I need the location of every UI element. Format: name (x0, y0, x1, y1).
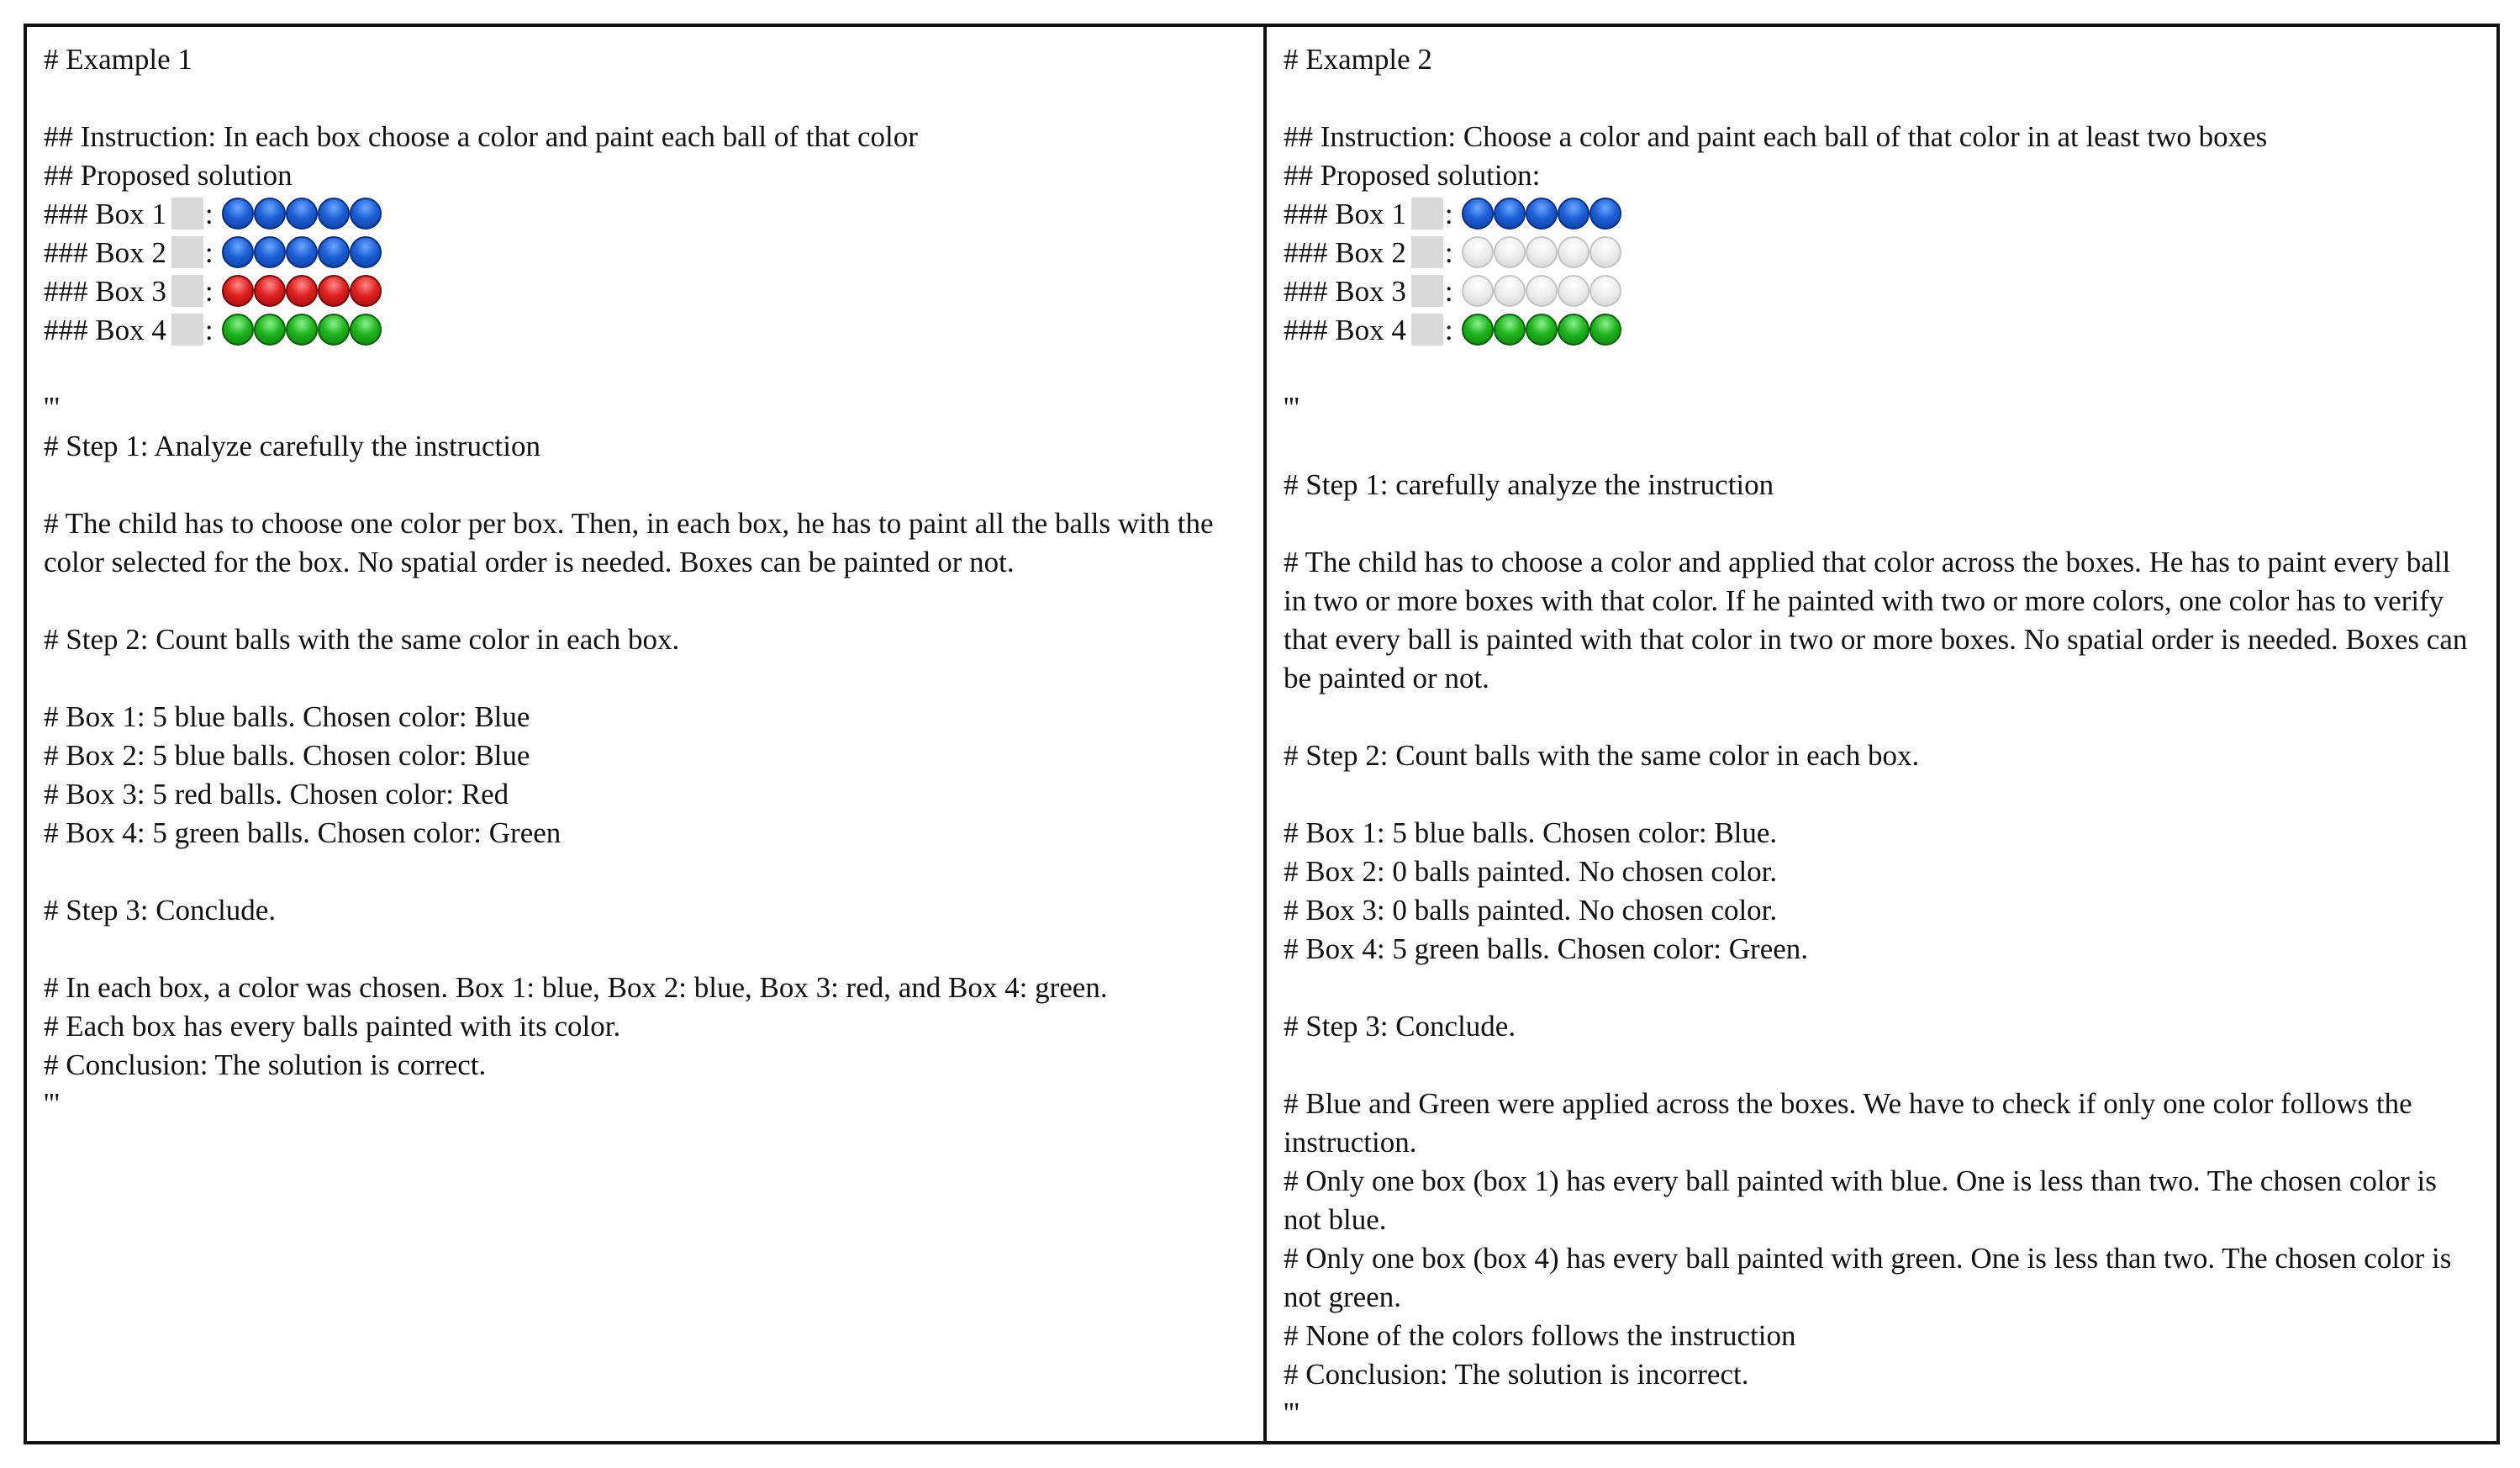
blue-ball (286, 236, 318, 268)
conclusion-line: # Only one box (box 4) has every ball painted with green. One is less than two. The chosen color is not green. (1284, 1242, 2459, 1313)
red-ball (350, 275, 382, 307)
example-title: # Example 2 (1284, 43, 1432, 76)
example-1-panel (27, 27, 1267, 1441)
white-ball (1462, 236, 1494, 268)
box-row: ### Box 4 : (44, 311, 1247, 350)
blue-ball (222, 198, 254, 230)
examples-table (24, 24, 2500, 1444)
red-ball (222, 275, 254, 307)
step-3-heading: # Step 3: Conclude. (1284, 1010, 1516, 1043)
blue-ball (1494, 198, 1526, 230)
blue-ball (318, 236, 350, 268)
step-2-heading: # Step 2: Count balls with the same color in each box. (1284, 739, 1920, 772)
proposed-solution-heading: ## Proposed solution (44, 159, 293, 192)
white-ball (1558, 275, 1589, 307)
box-swatch (1411, 314, 1443, 346)
green-ball (286, 314, 318, 346)
blue-ball (350, 198, 382, 230)
step-1-heading: # Step 1: Analyze carefully the instruction (44, 430, 540, 462)
red-ball (254, 275, 286, 307)
white-ball (1526, 236, 1558, 268)
box-label: ### Box 4 (44, 314, 166, 346)
box-label: ### Box 2 (44, 236, 166, 269)
box-label: ### Box 2 (1284, 236, 1406, 269)
green-ball (1589, 314, 1621, 346)
conclusion-line: # In each box, a color was chosen. Box 1: blue, Box 2: blue, Box 3: red, and Box 4: green. (44, 971, 1108, 1004)
ball-group (222, 236, 382, 268)
analysis-paragraph: # The child has to choose one color per box. Then, in each box, he has to paint all the balls with the color selected for the box. No spatial order is needed. Boxes can be painted or not. (44, 507, 1221, 578)
green-ball (1494, 314, 1526, 346)
box-swatch (1411, 236, 1443, 268)
count-line: # Box 2: 0 balls painted. No chosen color. (1284, 855, 1778, 888)
blue-ball (222, 236, 254, 268)
box-row: ### Box 4 : (1284, 311, 2480, 350)
box-row: ### Box 3 : (44, 272, 1247, 311)
box-label: ### Box 3 (1284, 275, 1406, 308)
conclusion-line: # Only one box (box 1) has every ball painted with blue. One is less than two. The chosen color is not blue. (1284, 1164, 2444, 1236)
box-label: ### Box 4 (1284, 314, 1406, 346)
blue-ball (1462, 198, 1494, 230)
ball-group (1462, 236, 1621, 268)
red-ball (286, 275, 318, 307)
white-ball (1589, 275, 1621, 307)
blue-ball (286, 198, 318, 230)
step-1-heading: # Step 1: carefully analyze the instruction (1284, 468, 1774, 501)
ball-group (1462, 314, 1621, 346)
box-row: ### Box 2 : (44, 234, 1247, 272)
example-2-panel (1267, 27, 2496, 1441)
example-title: # Example 1 (44, 43, 192, 76)
count-line: # Box 3: 5 red balls. Chosen color: Red (44, 778, 509, 811)
ball-group (222, 314, 382, 346)
count-line: # Box 1: 5 blue balls. Chosen color: Blue (44, 700, 530, 733)
blue-ball (1558, 198, 1589, 230)
conclusion-line: # Conclusion: The solution is correct. (44, 1048, 487, 1081)
white-ball (1494, 275, 1526, 307)
conclusion-line: # None of the colors follows the instruction (1284, 1319, 1796, 1352)
box-label: ### Box 1 (44, 198, 166, 230)
conclusion-line: # Conclusion: The solution is incorrect. (1284, 1358, 1749, 1391)
count-line: # Box 4: 5 green balls. Chosen color: Green (44, 816, 561, 849)
step-2-heading: # Step 2: Count balls with the same color in each box. (44, 623, 680, 656)
green-ball (318, 314, 350, 346)
instruction: ## Instruction: In each box choose a color and paint each ball of that color (44, 120, 918, 153)
code-quote-close: ''' (1284, 1397, 1300, 1429)
blue-ball (1589, 198, 1621, 230)
white-ball (1494, 236, 1526, 268)
ball-group (1462, 198, 1621, 230)
instruction: ## Instruction: Choose a color and paint each ball of that color in at least two boxes (1284, 120, 2268, 153)
green-ball (222, 314, 254, 346)
white-ball (1558, 236, 1589, 268)
count-line: # Box 2: 5 blue balls. Chosen color: Blue (44, 739, 530, 772)
blue-ball (350, 236, 382, 268)
box-swatch (171, 275, 203, 307)
green-ball (1462, 314, 1494, 346)
ball-group (222, 275, 382, 307)
step-3-heading: # Step 3: Conclude. (44, 894, 277, 927)
box-row: ### Box 3 : (1284, 272, 2480, 311)
box-row: ### Box 2 : (1284, 234, 2480, 272)
blue-ball (254, 198, 286, 230)
white-ball (1526, 275, 1558, 307)
count-line: # Box 1: 5 blue balls. Chosen color: Blue. (1284, 816, 1778, 849)
blue-ball (318, 198, 350, 230)
count-line: # Box 4: 5 green balls. Chosen color: Green. (1284, 932, 1809, 965)
green-ball (1558, 314, 1589, 346)
blue-ball (1526, 198, 1558, 230)
conclusion-line: # Blue and Green were applied across the boxes. We have to check if only one color follows the instruction. (1284, 1087, 2420, 1159)
proposed-solution-heading: ## Proposed solution: (1284, 159, 1541, 192)
box-swatch (171, 314, 203, 346)
red-ball (318, 275, 350, 307)
box-swatch (171, 198, 203, 230)
ball-group (222, 198, 382, 230)
green-ball (254, 314, 286, 346)
box-swatch (1411, 198, 1443, 230)
box-label: ### Box 3 (44, 275, 166, 308)
ball-group (1462, 275, 1621, 307)
green-ball (350, 314, 382, 346)
box-row: ### Box 1 : (1284, 195, 2480, 234)
green-ball (1526, 314, 1558, 346)
code-quote-close: ''' (44, 1087, 60, 1120)
conclusion-line: # Each box has every balls painted with its color. (44, 1010, 621, 1043)
white-ball (1589, 236, 1621, 268)
analysis-paragraph: # The child has to choose a color and applied that color across the boxes. He has to paint every ball in two or more boxes with that color. If he painted with two or more colors, one color has to verify that every ball is painted with that color in two or more boxes. No spatial order is needed. Boxes can be painted or not. (1284, 546, 2475, 694)
code-quote-open: ''' (1284, 391, 1300, 424)
box-row: ### Box 1 : (44, 195, 1247, 234)
code-quote-open: ''' (44, 391, 60, 424)
white-ball (1462, 275, 1494, 307)
blue-ball (254, 236, 286, 268)
count-line: # Box 3: 0 balls painted. No chosen color. (1284, 894, 1778, 927)
box-label: ### Box 1 (1284, 198, 1406, 230)
box-swatch (1411, 275, 1443, 307)
box-swatch (171, 236, 203, 268)
